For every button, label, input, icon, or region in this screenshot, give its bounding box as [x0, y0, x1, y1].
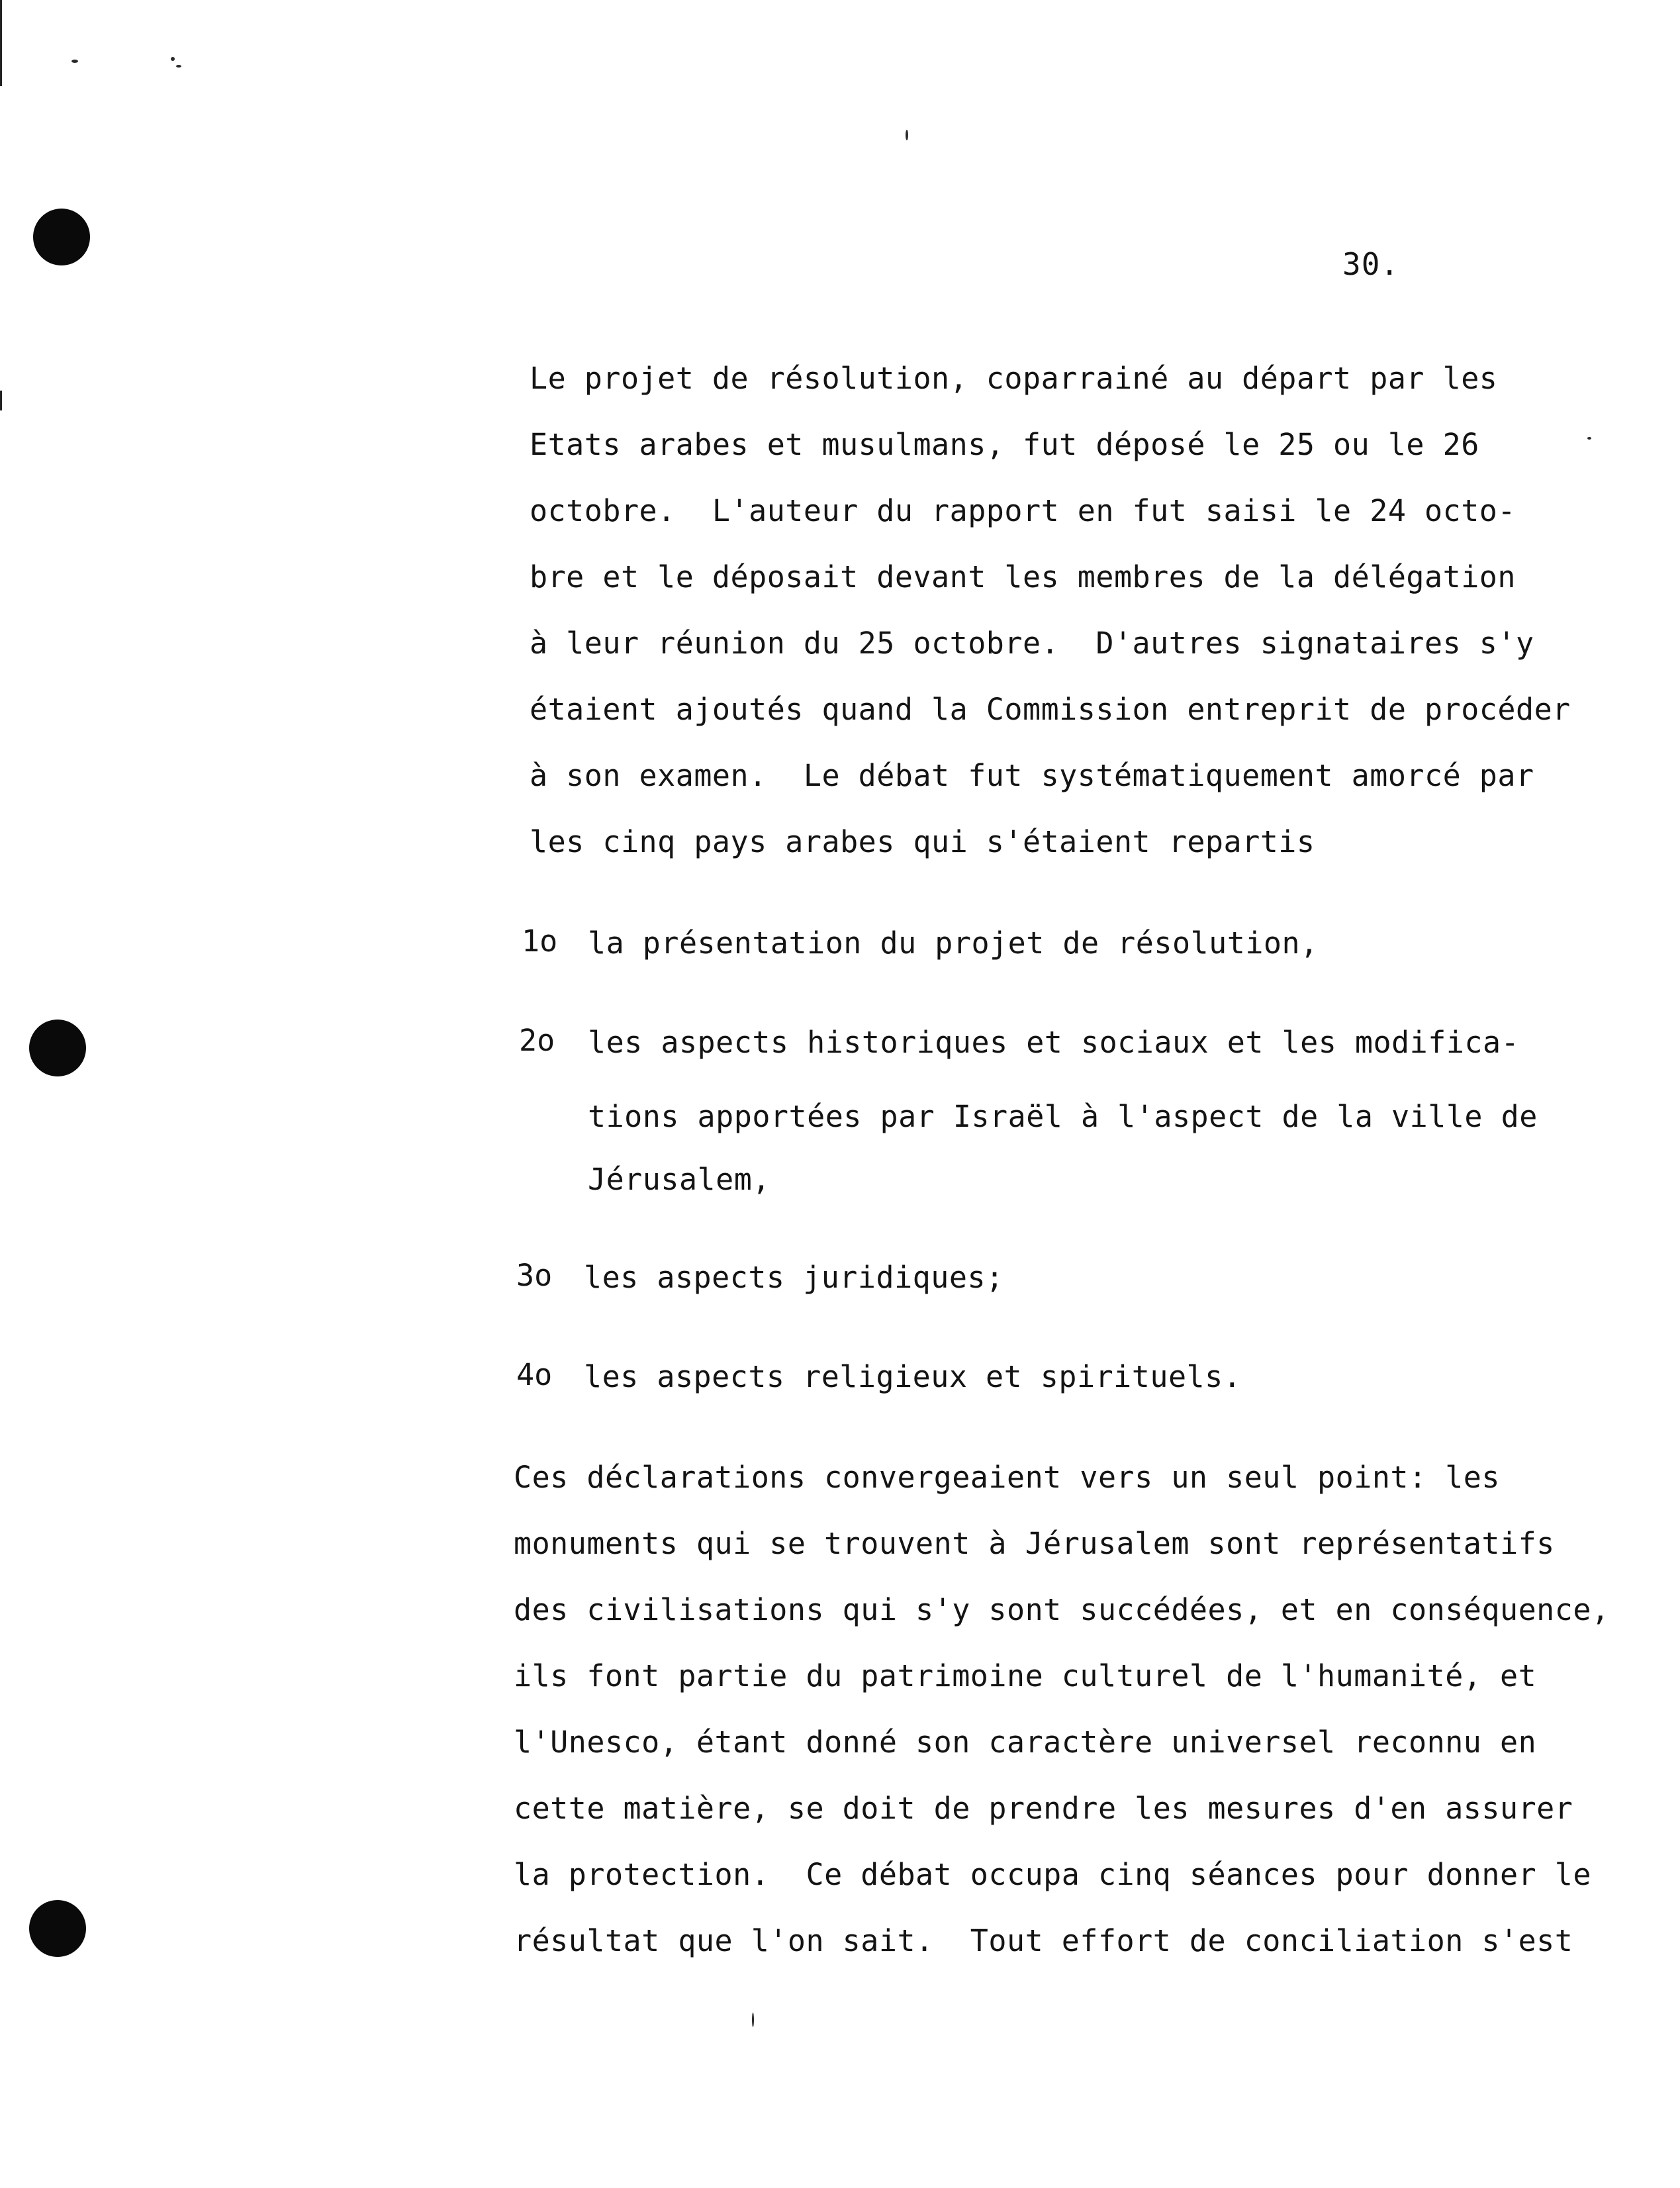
scan-edge-mark	[0, 391, 2, 410]
text-line: Etats arabes et musulmans, fut déposé le 25 ou le 26	[530, 427, 1479, 462]
scan-speck	[176, 65, 181, 68]
list-marker: 3o	[516, 1258, 553, 1293]
text-line: octobre. L'auteur du rapport en fut saisi le 24 octo-	[530, 493, 1516, 528]
text-line: ils font partie du patrimoine culturel de l'humanité, et	[514, 1658, 1537, 1693]
scan-speck	[752, 2013, 754, 2027]
text-line: cette matière, se doit de prendre les mesures d'en assurer	[514, 1791, 1573, 1826]
scan-edge-mark	[0, 0, 2, 86]
list-marker: 2o	[519, 1023, 555, 1058]
text-line: monuments qui se trouvent à Jérusalem sont représentatifs	[514, 1526, 1555, 1561]
list-marker: 1o	[522, 924, 558, 959]
list-item-text: les aspects religieux et spirituels.	[584, 1359, 1242, 1394]
text-line: à son examen. Le débat fut systématiquement amorcé par	[530, 758, 1534, 793]
text-line: des civilisations qui s'y sont succédées, et en conséquence,	[514, 1592, 1610, 1627]
list-item-text: les aspects historiques et sociaux et les modifica-	[588, 1025, 1520, 1060]
text-line: bre et le déposait devant les membres de la délégation	[530, 559, 1516, 595]
list-item-text: la présentation du projet de résolution,	[588, 926, 1319, 961]
punch-hole	[33, 209, 90, 265]
scan-speck	[906, 130, 908, 140]
list-item-text: tions apportées par Israël à l'aspect de la ville de	[588, 1099, 1538, 1134]
punch-hole	[29, 1900, 86, 1957]
text-line: étaient ajoutés quand la Commission entreprit de procéder	[530, 692, 1571, 727]
punch-hole	[29, 1020, 86, 1076]
text-line: à leur réunion du 25 octobre. D'autres signataires s'y	[530, 626, 1534, 661]
list-item-text: les aspects juridiques;	[584, 1260, 1004, 1295]
text-line: l'Unesco, étant donné son caractère universel reconnu en	[514, 1725, 1537, 1760]
text-line: Ces déclarations convergeaient vers un seul point: les	[514, 1460, 1500, 1495]
list-marker: 4o	[516, 1357, 553, 1392]
text-line: la protection. Ce débat occupa cinq séances pour donner le	[514, 1857, 1591, 1892]
text-line: résultat que l'on sait. Tout effort de conciliation s'est	[514, 1923, 1573, 1958]
page-number: 30.	[1342, 246, 1400, 282]
text-line: les cinq pays arabes qui s'étaient repartis	[530, 824, 1315, 859]
scan-speck	[71, 60, 78, 63]
text-line: Le projet de résolution, coparrainé au départ par les	[530, 361, 1498, 396]
scan-speck	[1587, 437, 1591, 440]
list-item-text: Jérusalem,	[588, 1162, 770, 1197]
scan-speck	[171, 57, 175, 61]
